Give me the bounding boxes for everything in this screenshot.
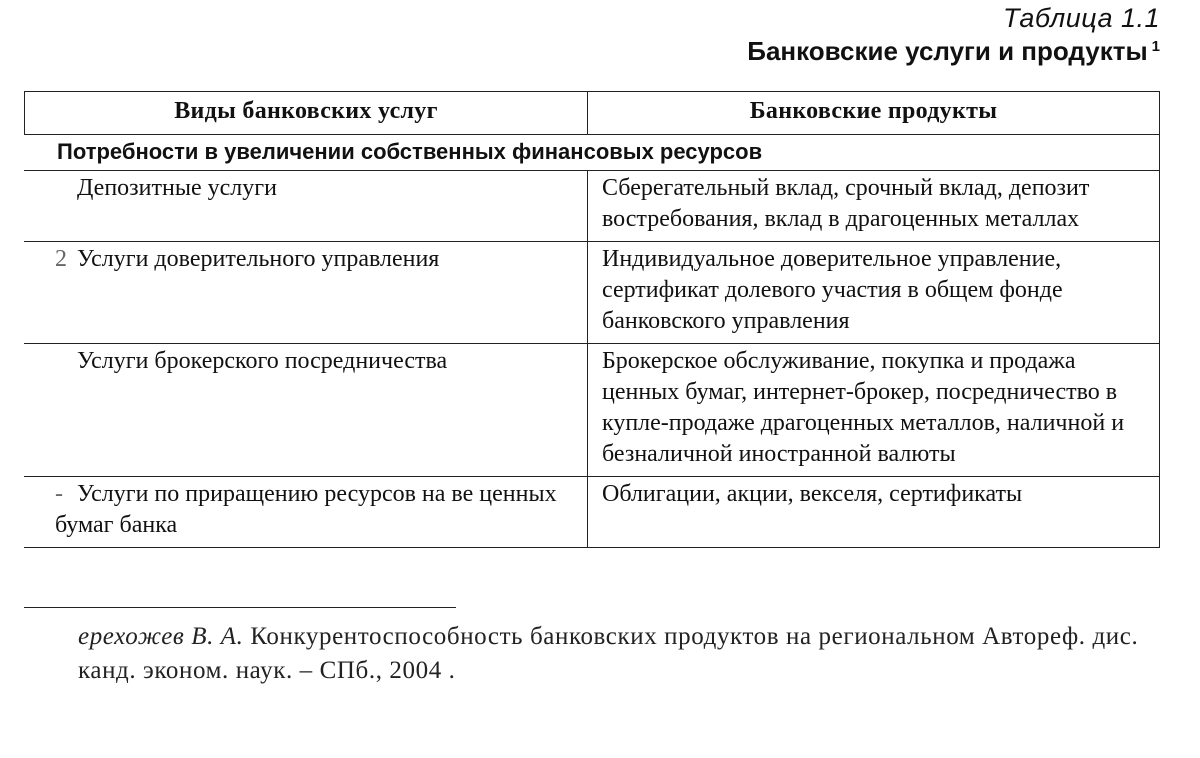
table-row [25,171,1160,242]
footnote-text: Конкурентоспособность банковских продуктов на региональном Автореф. дис. канд. эконом. наук. – СПб., 2004 . [78,623,1139,684]
service-cell [25,344,588,477]
service-name: Услуги брокерского посредничества [77,348,448,374]
table-title [747,34,1160,68]
footnote-ref: 1 [1151,38,1160,55]
table-row [25,344,1160,477]
products-cell: Индивидуальное доверительное управление, сертификат долевого участия в общем фонде банковского управления [588,242,1160,344]
service-cell [25,242,588,344]
table-row [25,242,1160,344]
products-cell: Брокерское обслуживание, покупка и продажа ценных бумаг, интернет-брокер, посредничество в купле-продаже драгоценных металлов, наличной и безналичной иностранной валюты [588,344,1160,477]
service-cell [25,171,588,242]
table-number: Таблица 1.1 [1002,3,1160,33]
service-name: Услуги доверительного управления [77,246,440,272]
table-header-row [25,92,1160,135]
products-cell: Сберегательный вклад, срочный вклад, депозит востребования, вклад в драгоценных металлах [588,171,1160,242]
column-header-services: Виды банковских услуг [25,92,588,135]
table-title-text: Банковские услуги и продукты [747,36,1148,66]
products-cell: Облигации, акции, векселя, сертификаты [588,477,1160,548]
group-title: Потребности в увеличении собственных финансовых ресурсов [25,135,1160,171]
service-name: Услуги по приращению ресурсов на ве ценных бумаг банка [55,481,557,538]
services-table [24,91,1160,548]
footnote-author: ерехожев В. А. [78,623,244,650]
service-cell [25,477,588,548]
service-name: Депозитные услуги [77,175,277,201]
row-number: - [55,481,63,507]
footnote-divider [24,607,456,608]
row-number: 2 [55,246,67,272]
table-row [25,477,1160,548]
column-header-products: Банковские продукты [588,92,1160,135]
group-row [25,135,1160,171]
table-caption [747,2,1160,68]
footnote [78,620,1168,688]
